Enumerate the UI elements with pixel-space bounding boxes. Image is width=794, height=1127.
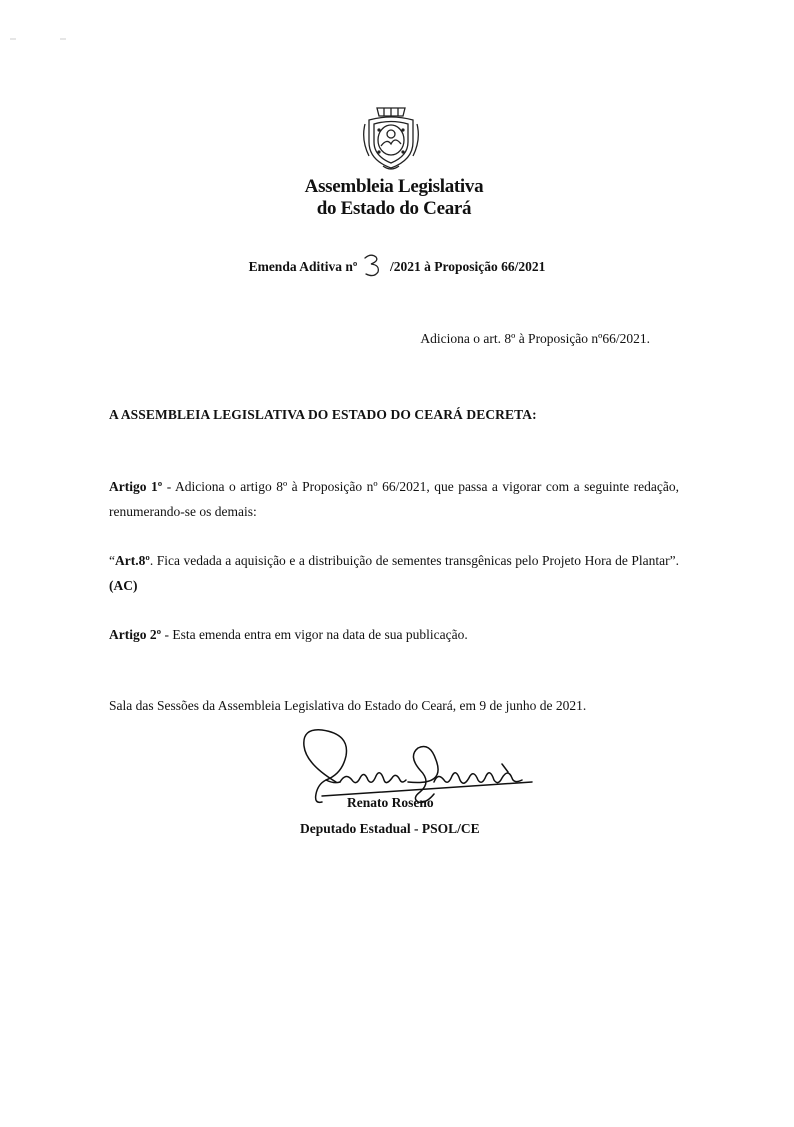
article-1-paragraph bbox=[109, 474, 679, 524]
signer-role: Deputado Estadual - PSOL/CE bbox=[300, 821, 480, 836]
handwritten-number bbox=[361, 259, 387, 277]
scan-artifact bbox=[10, 38, 70, 40]
article-2-paragraph bbox=[109, 622, 679, 647]
quoted-article-tag: (AC) bbox=[109, 578, 138, 593]
amendment-title bbox=[0, 258, 794, 277]
title-suffix: /2021 à Proposição 66/2021 bbox=[390, 259, 546, 274]
quoted-article-text: . Fica vedada a aquisição e a distribuição de sementes transgênicas pelo Projeto Hora de Plantar”. bbox=[149, 553, 679, 568]
closing-line: Sala das Sessões da Assembleia Legislativa do Estado do Ceará, em 9 de junho de 2021. bbox=[109, 698, 587, 713]
quote-open: “ bbox=[109, 553, 115, 568]
signer-name: Renato Roseno bbox=[347, 795, 434, 810]
article-2-label: Artigo 2º bbox=[109, 627, 162, 642]
handwritten-number-glyph bbox=[361, 253, 383, 279]
institution-name-line2: do Estado do Ceará bbox=[316, 198, 472, 219]
article-1-text: - Adiciona o artigo 8º à Proposição nº 66/2021, que passa a vigorar com a seguinte redação, renumerando-se os demais: bbox=[109, 479, 679, 519]
quoted-article-paragraph bbox=[109, 548, 679, 598]
title-prefix: Emenda Aditiva nº bbox=[248, 259, 358, 274]
article-2-text: - Esta emenda entra em vigor na data de sua publicação. bbox=[161, 627, 468, 642]
decree-heading: A ASSEMBLEIA LEGISLATIVA DO ESTADO DO CEARÁ DECRETA: bbox=[109, 407, 537, 422]
institution-name-line1: Assembleia Legislativa bbox=[304, 176, 484, 197]
quoted-article-label: Art.8º bbox=[115, 553, 150, 568]
state-coat-of-arms-icon bbox=[357, 104, 425, 174]
article-1-label: Artigo 1º bbox=[109, 479, 163, 494]
amendment-summary: Adiciona o art. 8º à Proposição nº66/2021. bbox=[420, 331, 650, 346]
